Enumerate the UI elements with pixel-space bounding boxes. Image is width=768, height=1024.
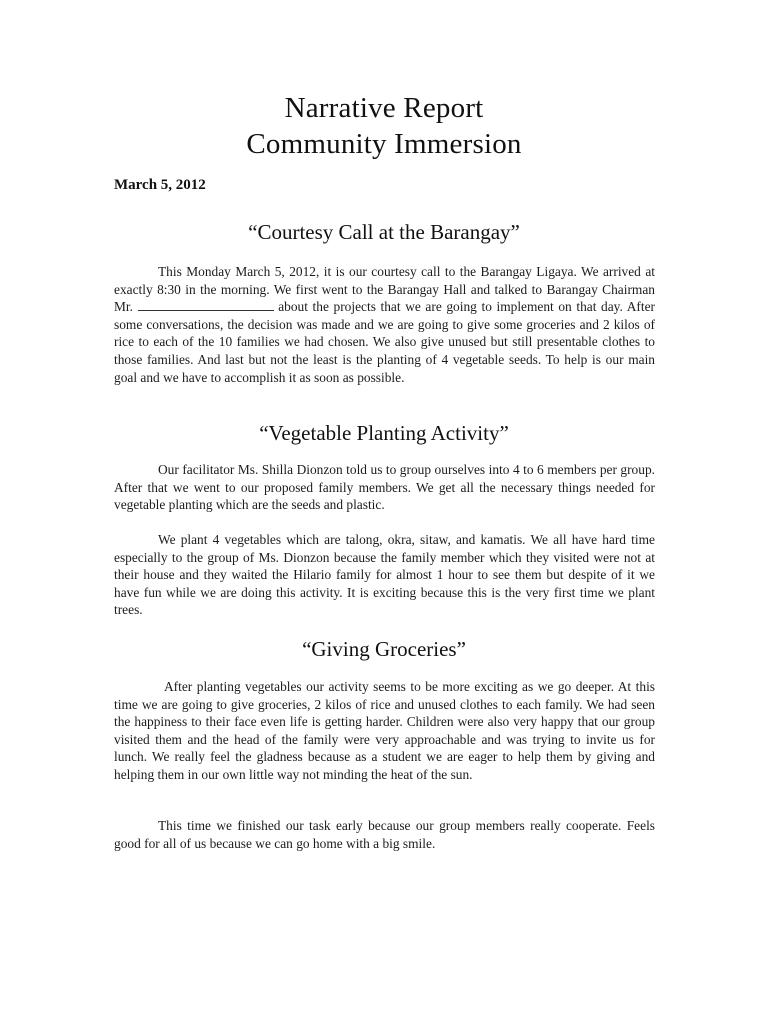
section-heading-vegetable-planting: “Vegetable Planting Activity”: [259, 421, 509, 445]
paragraph-vegetable-planting-1: Our facilitator Ms. Shilla Dionzon told us to group ourselves into 4 to 6 members per group. After that we went to our proposed family members. We get all the necessary things needed for vegetable planting which are the seeds and plastic.: [114, 462, 655, 513]
report-date: March 5, 2012: [114, 177, 206, 193]
paragraph-giving-groceries-2: This time we finished our task early because our group members really cooperate. Feels good for all of us because we can go home with a big smile.: [114, 818, 655, 851]
name-blank-line: [138, 299, 274, 311]
paragraph-vegetable-planting-2: We plant 4 vegetables which are talong, okra, sitaw, and kamatis. We all have hard time especially to the group of Ms. Dionzon because the family member which they visited were not at their house and they waited the Hilario family for almost 1 hour to see them but despite of it we have fun while we are doing this activity. It is exciting because this is the very first time we plant trees.: [114, 532, 655, 618]
document-title: [0, 90, 768, 162]
paragraph-giving-groceries-1: After planting vegetables our activity seems to be more exciting as we go deeper. At this time we are going to give groceries, 2 kilos of rice and unused clothes to each family. We had seen the happiness to their face even life is getting harder. Children were also very happy that our group visited them and the head of the family were very approachable and was trying to invite us for lunch. We really feel the gladness because as a student we are eager to help them by giving and helping them in our own little way not minding the heat of the sun.: [114, 679, 655, 782]
section-heading-giving-groceries: “Giving Groceries”: [302, 637, 466, 661]
title-line-2: Community Immersion: [246, 128, 522, 160]
section-heading-courtesy-call: “Courtesy Call at the Barangay”: [248, 220, 520, 244]
paragraph-courtesy-call: [114, 263, 655, 386]
title-line-1: Narrative Report: [284, 92, 484, 124]
paragraph-text: This Monday March 5, 2012, it is our courtesy call to the Barangay Ligaya. We arrived at exactly 8:30 in the morning. We first went to the Barangay Hall and talked to Barangay Chairman Mr.: [114, 264, 655, 315]
paragraph-text: about the projects that we are going to implement on that day. After some conversations, the decision was made and we are going to give some groceries and 2 kilos of rice to each of the 10 families we had chosen. We also give unused but still presentable clothes to those families. And last but not the least is the planting of 4 vegetable seeds. To help is our main goal and we have to accomplish it as soon as possible.: [114, 299, 655, 385]
